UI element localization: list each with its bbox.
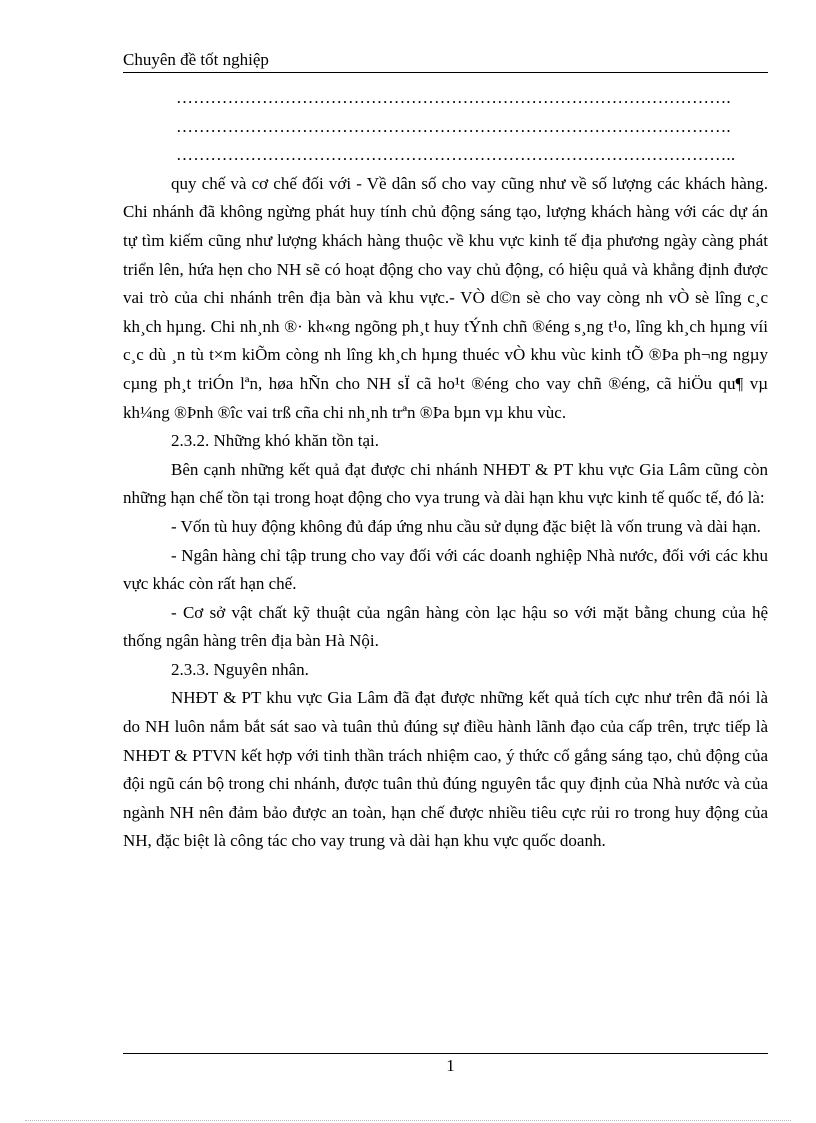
footer-divider — [123, 1053, 768, 1054]
dotted-line: …………………………………………………………………………………….. — [176, 145, 736, 165]
page-header — [123, 50, 768, 73]
document-body — [123, 84, 768, 856]
paragraph-limitations-intro: Bên cạnh những kết quả đạt được chi nhánh NHĐT & PT khu vực Gia Lâm cũng còn những hạn chế tồn tại trong hoạt động cho vya trung và dài hạn khu vực kinh tế quốc tế, đó là: — [123, 459, 768, 508]
section-heading-2-3-2: 2.3.2. Những khó khăn tồn tại. — [171, 431, 380, 451]
section-heading-2-3-3: 2.3.3. Nguyên nhân. — [171, 659, 309, 679]
dotted-line: ……………………………………………………………………………………. — [176, 116, 731, 136]
bullet-capital: - Vốn tù huy động không đủ đáp ứng nhu cầu sử dụng đặc biệt là vốn trung và dài hạn. — [171, 516, 761, 536]
paragraph-intro: quy chế và cơ chế đối với - Về dân số cho vay cũng như về số lượng các khách hàng. Chi nhánh đã không ngừng phát huy tính chủ động sáng tạo, lượng khách hàng với các dự án tự tìm kiếm cũng như lượng khách hàng thuộc về khu vực kinh tế địa phương ngày càng phát triển lên, hứa hẹn cho NH sẽ có hoạt động cho vay chủ động, có hiệu quả và khẳng định được vai trò của chi nhánh trên địa bàn và khu vực.- VÒ d©n sè cho vay còng nh vÒ sè lîng c¸c kh¸ch hµng. Chi nh¸nh ®· kh«ng ngõng ph¸t huy tÝnh chñ ®éng s¸ng t¹o, lîng kh¸ch hµng víi c¸c dù ¸n tù t×m kiÕm còng nh lîng kh¸ch hµng thuéc vÒ khu vùc kinh tÕ ®Þa ph¬ng ngµy cµng ph¸t triÓn lªn, høa hÑn cho NH sÏ cã ho¹t ®éng cho vay chñ ®éng, cã hiÖu qu¶ vµ kh¼ng ®Þnh ®îc vai trß cña chi nh¸nh trªn ®Þa bµn vµ khu vùc. — [123, 173, 768, 422]
bullet-infrastructure: - Cơ sở vật chất kỹ thuật của ngân hàng còn lạc hậu so với mặt bằng chung của hệ thống ngân hàng trên địa bàn Hà Nội. — [123, 602, 768, 651]
dotted-line: ……………………………………………………………………………………. — [176, 88, 731, 107]
header-title: Chuyên đề tốt nghiệp — [123, 50, 269, 69]
page-boundary — [25, 1120, 791, 1121]
page-number: 1 — [446, 1056, 455, 1075]
bullet-state-enterprises: - Ngân hàng chỉ tập trung cho vay đối với các doanh nghiệp Nhà nước, đối với các khu vực khác còn rất hạn chế. — [123, 545, 768, 594]
paragraph-causes: NHĐT & PT khu vực Gia Lâm đã đạt được những kết quả tích cực như trên đã nói là do NH luôn nắm bắt sát sao và tuân thủ đúng sự điều hành lãnh đạo của cấp trên, trực tiếp là NHĐT & PTVN kết hợp với tinh thần trách nhiệm cao, ý thức cố gắng sáng tạo, chủ động của đội ngũ cán bộ trong chi nhánh, được tuân thủ đúng nguyên tắc quy định của Nhà nước và của ngành NH nên đảm bảo được an toàn, hạn chế được nhiều tiêu cực rủi ro trong huy động của NH, đặc biệt là công tác cho vay trung và dài hạn khu vực quốc doanh. — [123, 688, 768, 851]
